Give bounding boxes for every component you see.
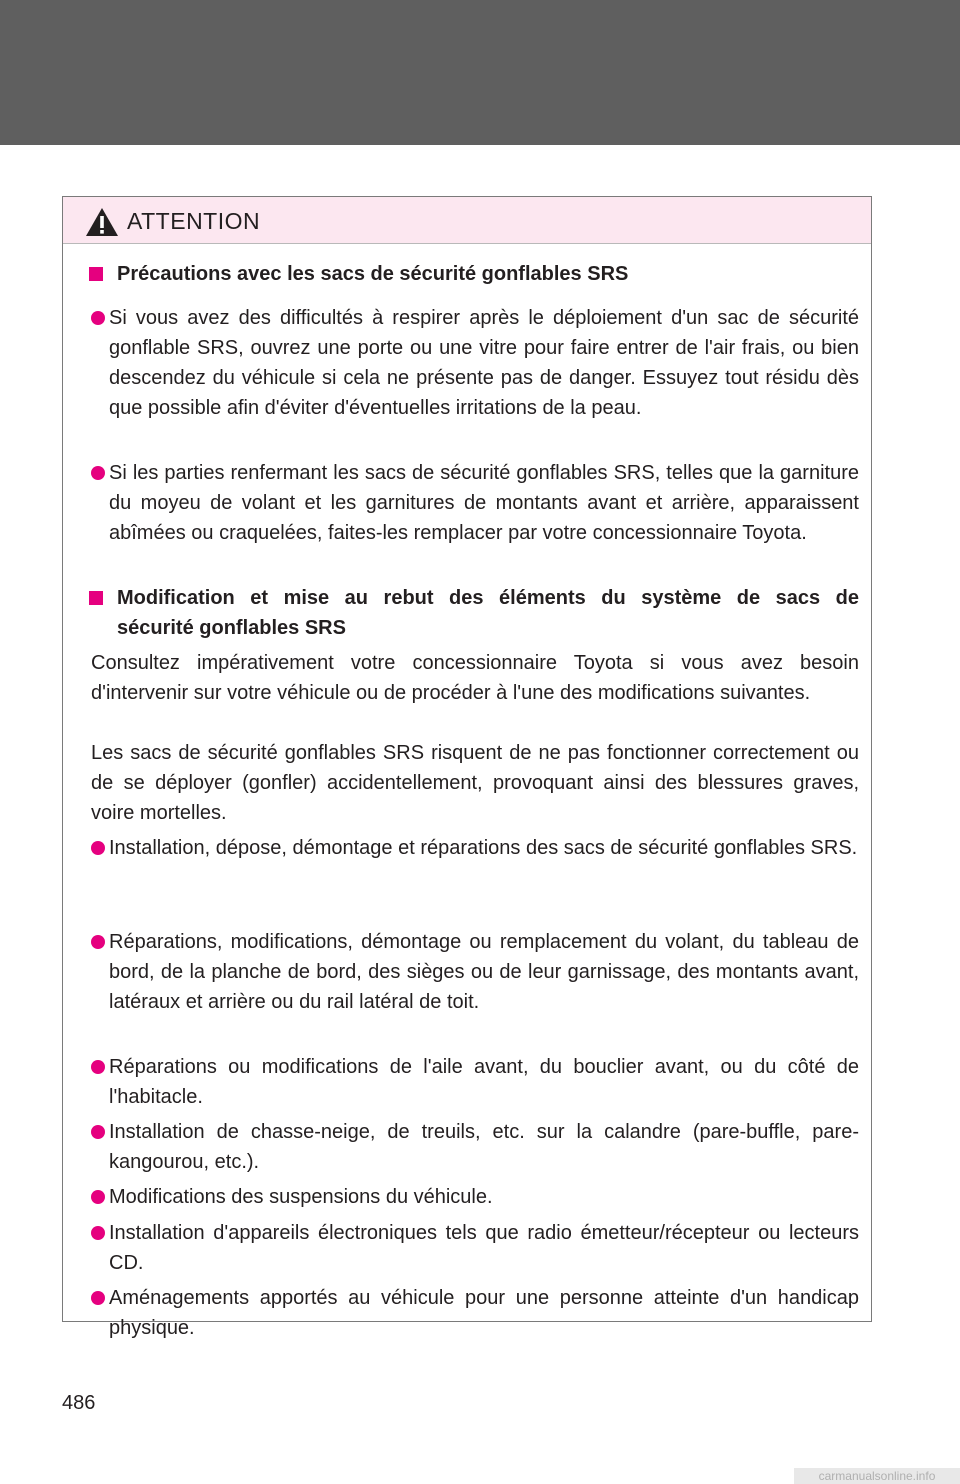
round-bullet-icon [91,1190,105,1204]
round-bullet-icon [91,935,105,949]
square-bullet-icon [89,267,103,281]
section-heading-line1: Modification et mise au rebut des éléments du système de sacs de [117,587,859,609]
round-bullet-icon [91,1060,105,1074]
page-number: 486 [62,1392,96,1414]
intro-paragraph: Consultez impérativement votre concessionnaire Toyota si vous avez besoin d'intervenir sur votre véhicule ou de procéder à l'une des modifications suivantes. [91,652,859,704]
list-item: Installation d'appareils électroniques tels que radio émetteur/récepteur ou lecteurs CD. [109,1222,859,1274]
list-item: Installation de chasse-neige, de treuils, etc. sur la calandre (pare-buffle, pare-kangourou, etc.). [109,1121,859,1173]
list-item: Si les parties renfermant les sacs de sécurité gonflables SRS, telles que la garniture du moyeu de volant et les garnitures de montants avant et arrière, apparaissent abîmées ou craquelées, faites-les remplacer par votre concessionnaire Toyota. [109,462,859,544]
round-bullet-icon [91,1291,105,1305]
list-item: Installation, dépose, démontage et réparations des sacs de sécurité gonflables SRS. [109,837,858,859]
square-bullet-icon [89,591,103,605]
intro-paragraph: Les sacs de sécurité gonflables SRS risquent de ne pas fonctionner correctement ou de se déployer (gonfler) accidentellement, provoquant ainsi des blessures graves, voire mortelles. [91,742,859,824]
list-item: Aménagements apportés au véhicule pour une personne atteinte d'un handicap physique. [109,1287,859,1339]
list-item: Réparations, modifications, démontage ou remplacement du volant, du tableau de bord, de la planche de bord, des sièges ou de leur garnissage, des montants avant, latéraux et arrière ou du rail latéral de toit. [109,931,859,1013]
section-heading-line2: sécurité gonflables SRS [117,617,346,639]
round-bullet-icon [91,466,105,480]
attention-header [63,197,871,244]
round-bullet-icon [91,841,105,855]
list-item: Réparations ou modifications de l'aile avant, du bouclier avant, ou du côté de l'habitacle. [109,1056,859,1108]
list-item: Modifications des suspensions du véhicule. [109,1186,493,1208]
list-item: Si vous avez des difficultés à respirer après le déploiement d'un sac de sécurité gonflable SRS, ouvrez une porte ou une vitre pour faire entrer de l'air frais, ou bien descendez du véhicule si cela ne présente pas de danger. Essuyez tout résidu dès que possible afin d'éviter d'éventuelles irritations de la peau. [109,307,859,419]
round-bullet-icon [91,1125,105,1139]
attention-box [62,196,872,1339]
top-band [0,0,960,145]
attention-title: ATTENTION [127,208,261,234]
warning-triangle-icon [85,207,119,237]
watermark: carmanualsonline.info [794,1468,960,1484]
round-bullet-icon [91,311,105,325]
round-bullet-icon [91,1226,105,1240]
section-heading-text: Précautions avec les sacs de sécurité gonflables SRS [117,263,629,285]
